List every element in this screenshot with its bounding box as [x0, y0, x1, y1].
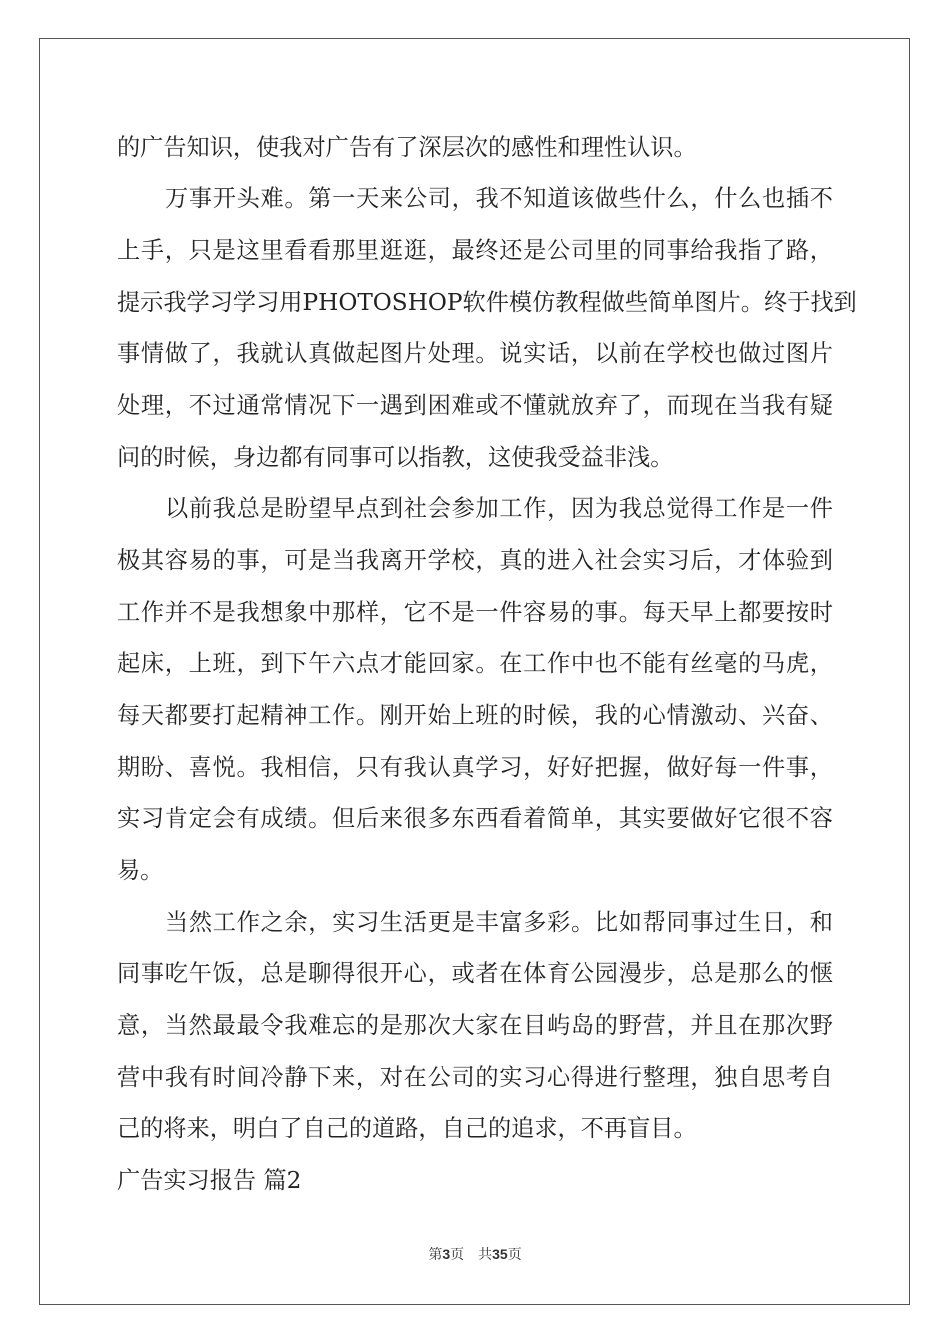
paragraph-line: 上手，只是这里看看那里逛逛，最终还是公司里的同事给我指了路， [117, 237, 833, 264]
section-heading: 广告实习报告 篇2 [117, 1167, 302, 1194]
paragraph-line: 提示我学习学习用PHOTOSHOP软件模仿教程做些简单图片。终于找到 [117, 289, 857, 316]
paragraph-line: 意，当然最最令我难忘的是那次大家在目屿岛的野营，并且在那次野 [117, 1012, 833, 1039]
page-number: 3 [442, 1246, 451, 1262]
total-suffix: 页 [507, 1247, 522, 1263]
paragraph-line: 实习肯定会有成绩。但后来很多东西看着简单，其实要做好它很不容 [117, 805, 833, 832]
page-suffix: 页 [450, 1247, 465, 1263]
paragraph-line: 当然工作之余，实习生活更是丰富多彩。比如帮同事过生日，和 [165, 909, 833, 936]
paragraph-line: 易。 [117, 857, 164, 884]
paragraph-line: 以前我总是盼望早点到社会参加工作，因为我总觉得工作是一件 [165, 495, 833, 522]
paragraph-line: 的广告知识，使我对广告有了深层次的感性和理性认识。 [117, 134, 697, 161]
paragraph-line: 极其容易的事，可是当我离开学校，真的进入社会实习后，才体验到 [117, 547, 833, 574]
total-prefix: 共 [478, 1247, 493, 1263]
paragraph-line: 万事开头难。第一天来公司，我不知道该做些什么，什么也插不 [165, 185, 833, 212]
paragraph-line: 问的时候，身边都有同事可以指教，这使我受益非浅。 [117, 444, 674, 471]
paragraph-line: 己的将来，明白了自己的道路，自己的追求，不再盲目。 [117, 1115, 697, 1142]
page-prefix: 第 [428, 1247, 443, 1263]
page-footer [0, 1244, 950, 1265]
paragraph-line: 处理，不过通常情况下一遇到困难或不懂就放弃了，而现在当我有疑 [117, 392, 833, 419]
paragraph-line: 营中我有时间冷静下来，对在公司的实习心得进行整理，独自思考自 [117, 1064, 833, 1091]
paragraph-line: 同事吃午饭，总是聊得很开心，或者在体育公园漫步，总是那么的惬 [117, 960, 833, 987]
paragraph-line: 事情做了，我就认真做起图片处理。说实话，以前在学校也做过图片 [117, 340, 833, 367]
paragraph-line: 工作并不是我想象中那样，它不是一件容易的事。每天早上都要按时 [117, 599, 833, 626]
paragraph-line: 期盼、喜悦。我相信，只有我认真学习，好好把握，做好每一件事， [117, 754, 833, 781]
paragraph-line: 起床，上班，到下午六点才能回家。在工作中也不能有丝毫的马虎， [117, 650, 833, 677]
total-pages: 35 [492, 1246, 508, 1262]
paragraph-line: 每天都要打起精神工作。刚开始上班的时候，我的心情激动、兴奋、 [117, 702, 833, 729]
